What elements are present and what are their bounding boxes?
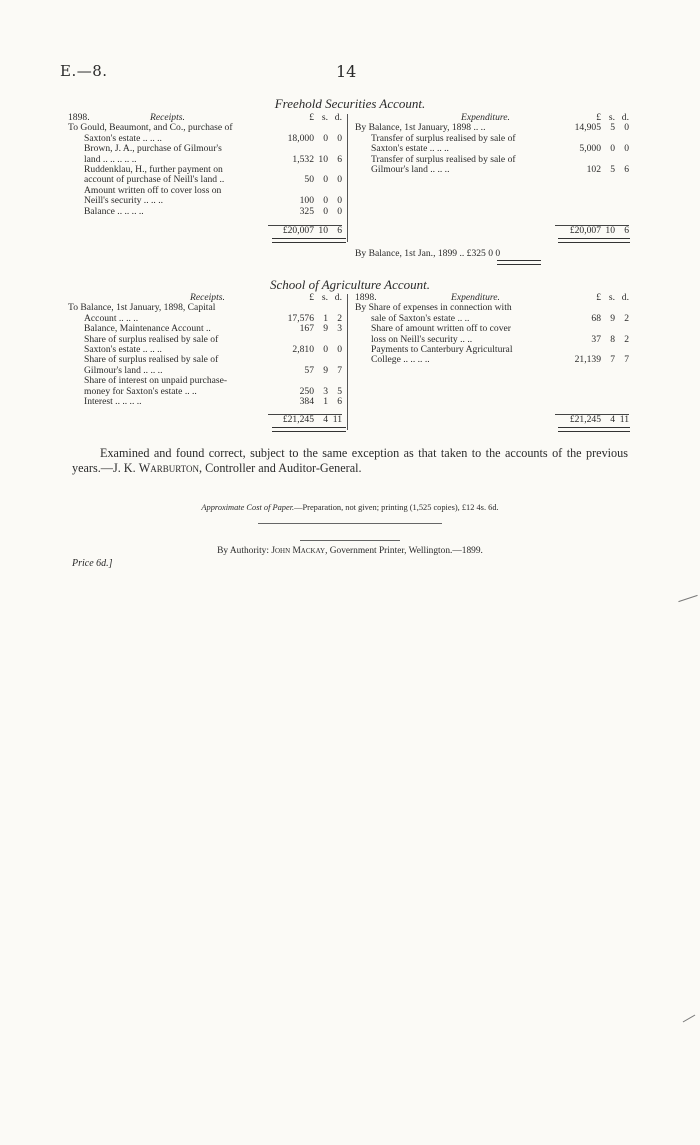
authority-text: By Authority:: [217, 546, 272, 556]
amount-pounds: [555, 303, 601, 313]
receipts-header-cell: [68, 293, 268, 303]
amount-pence: [328, 123, 342, 133]
receipt-row: [68, 165, 342, 175]
amount-pounds: [268, 335, 314, 345]
receipt-row: [68, 366, 342, 376]
amount-pounds: 18,000: [287, 133, 314, 144]
agriculture-receipts-table: [68, 293, 342, 407]
receipt-row: [68, 314, 342, 324]
amount-pence: 5: [337, 386, 342, 397]
printer-imprint: [0, 546, 700, 556]
amount-pounds: 50: [304, 175, 314, 186]
amount-shillings: 9: [323, 324, 328, 335]
pence-header: d.: [334, 113, 342, 123]
item-description: Payments to Canterbury Agricultural: [371, 345, 513, 356]
amount-shillings: 0: [323, 175, 328, 186]
double-rule: [272, 238, 346, 243]
amount-shillings: 5: [610, 165, 615, 176]
amount-shillings: 0: [323, 206, 328, 217]
receipt-row: [68, 186, 342, 196]
amount-pence: 2: [624, 313, 629, 324]
amount-pence: [615, 155, 629, 165]
amount-pence: 0: [624, 144, 629, 155]
amount-shillings: 3: [323, 386, 328, 397]
amount-shillings: 9: [610, 313, 615, 324]
price-label: Price 6d.]: [72, 558, 113, 569]
amount-pounds: 250: [299, 386, 314, 397]
amount-pence: 0: [337, 196, 342, 207]
double-rule: [558, 427, 630, 432]
amount-shillings: [314, 335, 328, 345]
receipt-row: [68, 387, 342, 397]
item-description: Brown, J. A., purchase of Gilmour's: [84, 144, 222, 155]
amount-pence: [328, 335, 342, 345]
pound-header: £: [596, 293, 601, 303]
amount-pence: 0: [337, 345, 342, 356]
amount-pence: 2: [624, 334, 629, 345]
item-description: Saxton's estate .. .. ..: [84, 133, 162, 144]
amount-shillings: [601, 324, 615, 334]
item-description: Amount written off to cover loss on: [84, 185, 222, 196]
pence-header: d.: [334, 293, 342, 303]
pound-header: £: [309, 113, 314, 123]
shilling-header: s.: [321, 293, 328, 303]
expenditure-row: [355, 335, 629, 345]
item-description: sale of Saxton's estate .. ..: [371, 313, 470, 324]
amount-shillings: [601, 134, 615, 144]
expenditure-row: [355, 144, 629, 154]
double-rule: [558, 238, 630, 243]
pound-header: £: [309, 293, 314, 303]
amount-pounds: [268, 186, 314, 196]
item-description: Share of amount written off to cover: [371, 324, 511, 335]
expenditure-header-cell: [355, 293, 555, 303]
margin-mark: [683, 1015, 696, 1023]
item-description: Balance .. .. .. ..: [84, 206, 144, 217]
certification-text: Examined and found correct, subject to the same exception as that taken to the accounts of the previous years.—J. K.: [72, 446, 628, 475]
amount-pence: 0: [337, 175, 342, 186]
margin-mark: [678, 595, 697, 602]
item-description: College .. .. .. ..: [371, 355, 430, 366]
amount-shillings: 7: [610, 355, 615, 366]
total-pence: 11: [332, 414, 342, 425]
freehold-balance-note: By Balance, 1st Jan., 1899 .. £325 0 0: [355, 248, 501, 259]
freehold-account-title: Freehold Securities Account.: [274, 96, 426, 111]
total-pounds: £20,007: [569, 225, 601, 236]
receipts-heading: Receipts.: [150, 113, 185, 123]
total-row: [268, 226, 342, 237]
receipt-row: [68, 175, 342, 185]
amount-shillings: 1: [323, 313, 328, 324]
cost-label: Approximate Cost of Paper.: [201, 503, 295, 512]
item-description: account of purchase of Neill's land ..: [84, 175, 225, 186]
item-description: Saxton's estate .. .. ..: [84, 345, 162, 356]
freehold-receipts-table: [68, 113, 342, 217]
amount-pounds: [555, 134, 601, 144]
year-label: 1898.: [68, 113, 90, 123]
expenditure-row: [355, 303, 629, 313]
expenditure-header-cell: [355, 113, 555, 123]
item-description: loss on Neill's security .. ..: [371, 334, 473, 345]
amount-pounds: 57: [304, 365, 314, 376]
amount-pence: 2: [337, 313, 342, 324]
total-pounds: £21,245: [282, 414, 314, 425]
receipts-header-cell: [68, 113, 268, 123]
item-description: Interest .. .. .. ..: [84, 397, 142, 408]
amount-pounds: 325: [299, 206, 314, 217]
expenditure-row: [355, 123, 629, 133]
amount-pounds: [268, 123, 314, 133]
freehold-receipts-total: [268, 225, 342, 236]
amount-pounds: [555, 155, 601, 165]
item-description: Share of surplus realised by sale of: [84, 355, 219, 366]
freehold-column-divider: [347, 114, 348, 242]
agriculture-expenditure-total: [555, 414, 629, 425]
item-description: To Gould, Beaumont, and Co., purchase of: [68, 123, 233, 134]
total-shillings: 10: [605, 225, 615, 236]
amount-shillings: 5: [610, 123, 615, 134]
receipt-row: [68, 355, 342, 365]
item-description: Gilmour's land .. .. ..: [84, 365, 163, 376]
amount-shillings: [314, 303, 328, 313]
footer-rule: [258, 523, 442, 524]
page-number: 14: [336, 62, 357, 81]
amount-pence: [615, 134, 629, 144]
item-description: By Balance, 1st January, 1898 .. ..: [355, 123, 486, 134]
amount-shillings: [601, 345, 615, 355]
freehold-receipts-block: [68, 113, 342, 217]
amount-pounds: [555, 324, 601, 334]
amount-pounds: [268, 165, 314, 175]
printer-name: John Mackay: [271, 546, 326, 556]
agriculture-receipts-total: [268, 414, 342, 425]
total-pence: 6: [624, 225, 629, 236]
item-description: Transfer of surplus realised by sale of: [371, 154, 516, 165]
item-description: Transfer of surplus realised by sale of: [371, 133, 516, 144]
double-rule: [272, 427, 346, 432]
item-description: To Balance, 1st January, 1898, Capital: [68, 303, 216, 314]
amount-shillings: [314, 123, 328, 133]
amount-pounds: 14,905: [574, 123, 601, 134]
receipt-row: [68, 134, 342, 144]
total-pounds: £21,245: [569, 414, 601, 425]
pence-header: d.: [621, 293, 629, 303]
item-description: Gilmour's land .. .. ..: [371, 165, 450, 176]
expenditure-row: [355, 134, 629, 144]
footer-rule: [300, 540, 400, 541]
total-row: [555, 226, 629, 237]
amount-pounds: 1,532: [292, 154, 314, 165]
item-description: money for Saxton's estate .. ..: [84, 386, 197, 397]
item-description: Balance, Maintenance Account ..: [84, 324, 211, 335]
expenditure-row: [355, 314, 629, 324]
expenditure-row: [355, 345, 629, 355]
amount-pence: [328, 303, 342, 313]
amount-pence: 0: [624, 123, 629, 134]
freehold-expenditure-block: [355, 113, 629, 175]
receipts-heading: Receipts.: [190, 293, 225, 303]
shilling-header: s.: [321, 113, 328, 123]
total-pence: 6: [337, 225, 342, 236]
cost-text: —Preparation, not given; printing (1,525 copies), £12 4s. 6d.: [294, 503, 499, 512]
amount-pence: [615, 345, 629, 355]
agriculture-expenditure-header: [355, 293, 629, 303]
amount-shillings: [314, 376, 328, 386]
receipt-row: [68, 324, 342, 334]
amount-pounds: 167: [299, 324, 314, 335]
amount-shillings: 0: [323, 133, 328, 144]
amount-pence: [615, 324, 629, 334]
printer-details: , Government Printer, Wellington.—1899.: [325, 546, 483, 556]
agriculture-column-divider: [347, 294, 348, 430]
amount-pence: [328, 186, 342, 196]
item-description: Share of surplus realised by sale of: [84, 334, 219, 345]
receipt-row: [68, 155, 342, 165]
total-shillings: 4: [323, 414, 328, 425]
freehold-expenditure-table: [355, 113, 629, 175]
amount-pounds: 102: [586, 165, 601, 176]
amount-shillings: 9: [323, 365, 328, 376]
expenditure-row: [355, 165, 629, 175]
agriculture-expenditure-block: [355, 293, 629, 366]
amount-pounds: [268, 144, 314, 154]
amount-pounds: 5,000: [579, 144, 601, 155]
expenditure-heading: Expenditure.: [461, 113, 510, 123]
amount-pounds: [555, 345, 601, 355]
amount-shillings: [601, 155, 615, 165]
amount-pounds: 100: [299, 196, 314, 207]
amount-pence: 7: [624, 355, 629, 366]
receipt-row: [68, 345, 342, 355]
amount-pence: [328, 355, 342, 365]
receipt-row: [68, 335, 342, 345]
amount-pounds: [268, 355, 314, 365]
freehold-receipts-header: [68, 113, 342, 123]
item-description: land .. .. .. .. ..: [84, 154, 137, 165]
receipt-row: [68, 207, 342, 217]
receipt-row: [68, 196, 342, 206]
amount-pounds: 21,139: [574, 355, 601, 366]
agriculture-receipts-block: [68, 293, 342, 407]
total-pounds: £20,007: [282, 225, 314, 236]
total-row: [268, 415, 342, 426]
amount-pence: [328, 144, 342, 154]
amount-shillings: 0: [610, 144, 615, 155]
amount-shillings: [601, 303, 615, 313]
amount-pounds: 37: [591, 334, 601, 345]
receipt-row: [68, 123, 342, 133]
expenditure-row: [355, 355, 629, 365]
expenditure-heading: Expenditure.: [451, 293, 500, 303]
expenditure-row: [355, 155, 629, 165]
amount-pence: 7: [337, 365, 342, 376]
item-description: Share of interest on unpaid purchase-: [84, 376, 228, 387]
amount-shillings: [314, 355, 328, 365]
total-pence: 11: [619, 414, 629, 425]
amount-pence: [328, 376, 342, 386]
audit-certification: [72, 446, 628, 476]
total-shillings: 10: [318, 225, 328, 236]
item-description: By Share of expenses in connection with: [355, 303, 512, 314]
agriculture-receipts-header: [68, 293, 342, 303]
agriculture-account-title: School of Agriculture Account.: [269, 277, 431, 292]
amount-pounds: 68: [591, 313, 601, 324]
amount-pence: 0: [337, 133, 342, 144]
cost-of-paper-note: [0, 503, 700, 512]
amount-shillings: 1: [323, 397, 328, 408]
amount-shillings: 10: [318, 154, 328, 165]
item-description: Account .. .. ..: [84, 313, 139, 324]
amount-shillings: [314, 144, 328, 154]
amount-shillings: 0: [323, 345, 328, 356]
total-row: [555, 415, 629, 426]
page-identifier: E.—8.: [60, 62, 108, 80]
amount-pounds: 17,576: [287, 313, 314, 324]
amount-pence: 6: [337, 154, 342, 165]
amount-shillings: 8: [610, 334, 615, 345]
year-label: 1898.: [355, 293, 377, 303]
pound-header: £: [596, 113, 601, 123]
amount-pence: 3: [337, 324, 342, 335]
expenditure-row: [355, 324, 629, 334]
freehold-expenditure-header: [355, 113, 629, 123]
receipt-row: [68, 397, 342, 407]
item-description: Ruddenklau, H., further payment on: [84, 165, 223, 176]
receipt-row: [68, 303, 342, 313]
freehold-expenditure-total: [555, 225, 629, 236]
auditor-name: Warburton: [138, 461, 199, 475]
amount-pence: 6: [337, 397, 342, 408]
amount-pence: 0: [337, 206, 342, 217]
shilling-header: s.: [608, 293, 615, 303]
total-shillings: 4: [610, 414, 615, 425]
item-description: Saxton's estate .. .. ..: [371, 144, 449, 155]
amount-pence: [328, 165, 342, 175]
amount-pounds: 2,810: [292, 345, 314, 356]
amount-pence: 6: [624, 165, 629, 176]
receipt-row: [68, 144, 342, 154]
pence-header: d.: [621, 113, 629, 123]
amount-pounds: 384: [299, 397, 314, 408]
amount-pounds: [268, 303, 314, 313]
double-rule: [497, 260, 541, 265]
amount-shillings: [314, 186, 328, 196]
amount-pence: [615, 303, 629, 313]
receipt-row: [68, 376, 342, 386]
agriculture-expenditure-table: [355, 293, 629, 366]
item-description: Neill's security .. .. ..: [84, 196, 163, 207]
amount-shillings: [314, 165, 328, 175]
certification-title: , Controller and Auditor-General.: [199, 461, 362, 475]
shilling-header: s.: [608, 113, 615, 123]
amount-shillings: 0: [323, 196, 328, 207]
amount-pounds: [268, 376, 314, 386]
